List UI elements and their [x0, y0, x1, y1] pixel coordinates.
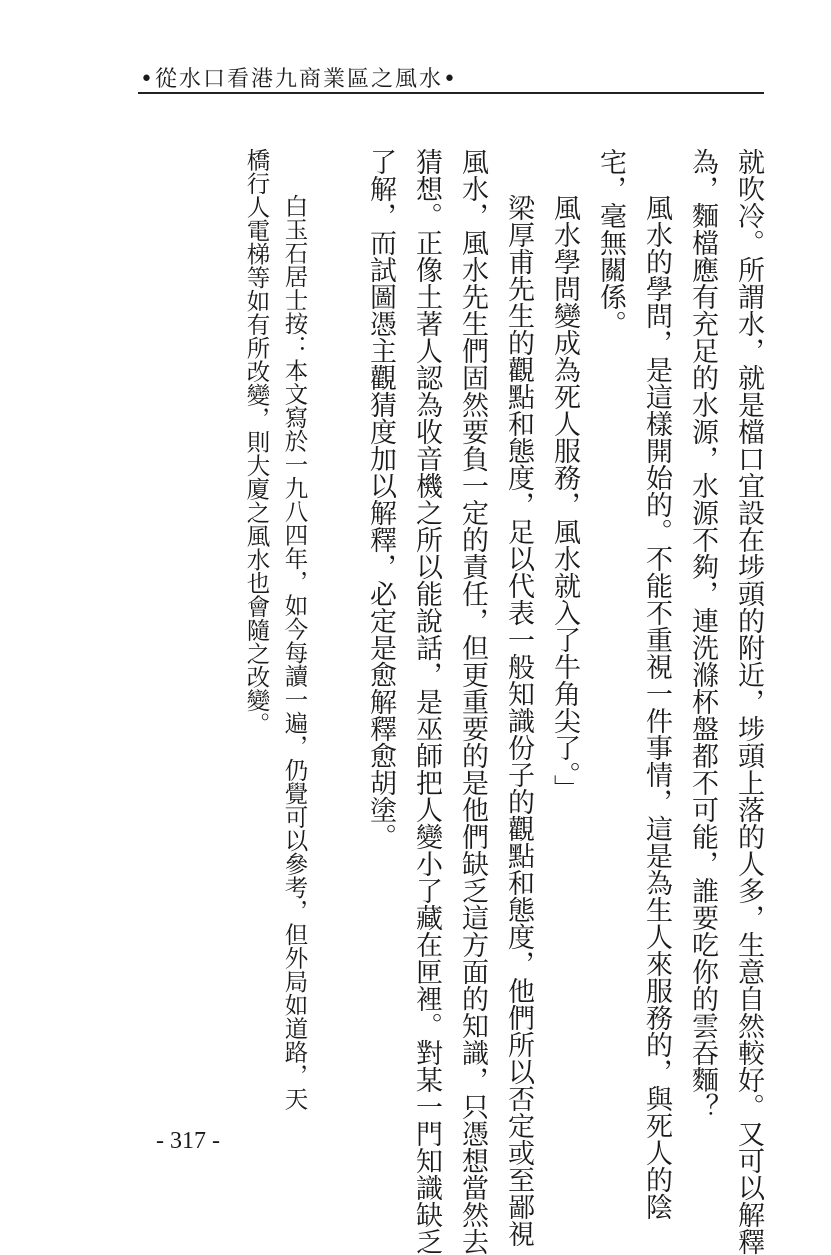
body-column-7: 風水，風水先生們固然要負一定的責任，但更重要的是他們缺乏這方面的知識，只憑想當然去 — [457, 148, 488, 1255]
body-column-8: 猜想。正像土著人認為收音機之所以能說話，是巫師把人變小了藏在匣裡。對某一門知識缺乏 — [411, 148, 442, 1255]
body-column-6: 梁厚甫先生的觀點和態度，足以代表一般知識份子的觀點和態度，他們所以否定或至鄙視 — [503, 194, 534, 1247]
note-column-2: 橋行人電梯等如有所改變，則大廈之風水也會隨之改變。 — [242, 148, 271, 736]
running-header: •從水口看港九商業區之風水• — [140, 67, 458, 92]
body-column-5: 風水學問變成為死人服務，風水就入了牛角尖了。」 — [549, 194, 580, 802]
body-column-2: 為，麵檔應有充足的水源，水源不夠，連洗滌杯盤都不可能，誰要吃你的雲吞麵？ — [687, 148, 718, 1120]
page-number: - 317 - — [156, 1128, 220, 1154]
note-column-1: 白玉石居士按：本文寫於一九八四年，如今每讀一遍，仍覺可以參考，但外局如道路，天 — [280, 194, 309, 1111]
body-column-9: 了解，而試圖憑主觀猜度加以解釋，必定是愈解釋愈胡塗。 — [365, 148, 396, 850]
body-column-3: 風水的學問，是這樣開始的。不能不重視一件事情，這是為生人來服務的，與死人的陰 — [641, 194, 672, 1220]
body-column-4: 宅，毫無關係。 — [595, 148, 626, 337]
header-divider — [138, 92, 764, 94]
body-column-1: 就吹冷。所謂水，就是檔口宜設在埗頭的附近，埗頭上落的人多，生意自然較好。又可以解釋 — [733, 148, 764, 1255]
